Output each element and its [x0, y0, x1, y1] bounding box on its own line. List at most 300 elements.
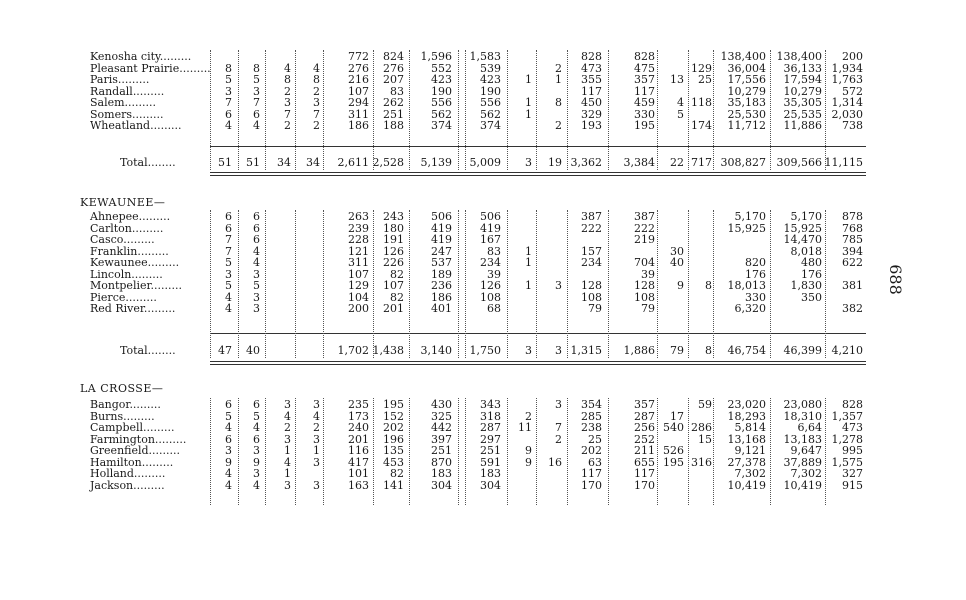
table-cell: 186 — [348, 119, 369, 132]
table-cell: 128 — [581, 279, 602, 292]
table-cell: 4 — [284, 455, 291, 469]
table-cell: 4 — [313, 409, 320, 423]
table-cell: 6 — [225, 221, 232, 235]
row-label: Montpelier......... — [90, 279, 183, 292]
table-cell: 170 — [634, 478, 655, 492]
table-cell: 196 — [383, 432, 404, 446]
table-cell: 10,279 — [783, 84, 822, 98]
column-divider — [536, 398, 537, 505]
table-cell: 117 — [581, 84, 602, 98]
table-cell: 308,827 — [720, 156, 766, 169]
column-divider — [210, 210, 211, 358]
table-cell: 1 — [284, 444, 291, 457]
table-cell: 562 — [480, 107, 501, 121]
column-divider — [210, 398, 211, 505]
column-divider — [825, 398, 826, 505]
table-cell: 8 — [313, 73, 320, 86]
table-cell: 256 — [634, 421, 655, 434]
table-cell: 173 — [348, 409, 369, 423]
table-cell: 10,279 — [727, 84, 766, 98]
table-cell: 480 — [801, 256, 822, 269]
table-cell: 1,583 — [469, 50, 501, 63]
table-cell: 207 — [383, 73, 404, 86]
table-cell: 39 — [487, 267, 501, 281]
table-cell: 121 — [348, 244, 369, 258]
column-divider — [770, 50, 771, 170]
table-cell: 11,886 — [783, 119, 822, 132]
column-divider — [536, 50, 537, 170]
table-cell: 79 — [588, 302, 602, 315]
row-label: Franklin......... — [90, 244, 169, 258]
row-label: Holland......... — [90, 467, 166, 480]
table-cell: 251 — [431, 444, 452, 457]
row-label: Kenosha city......... — [90, 50, 192, 63]
column-divider — [688, 210, 689, 358]
column-divider — [465, 210, 466, 358]
table-row — [0, 119, 966, 132]
table-cell: 13,168 — [727, 432, 766, 446]
table-cell: 4 — [225, 302, 232, 315]
table-cell: 768 — [842, 221, 863, 235]
table-cell: 141 — [383, 478, 404, 492]
table-cell: 13,183 — [783, 432, 822, 446]
table-cell: 174 — [691, 119, 712, 132]
table-cell: 9 — [525, 455, 532, 469]
table-cell: 506 — [480, 210, 501, 223]
column-divider — [770, 210, 771, 358]
table-cell: 5 — [225, 279, 232, 292]
table-cell: 1,750 — [469, 344, 501, 357]
row-label: Salem......... — [90, 96, 157, 109]
table-cell: 157 — [581, 244, 602, 258]
table-cell: 450 — [581, 96, 602, 109]
table-cell: 1 — [525, 256, 532, 269]
table-cell: 3 — [225, 84, 232, 98]
row-label: Campbell......... — [90, 421, 175, 434]
table-cell: 430 — [431, 398, 452, 411]
table-cell: 738 — [842, 119, 863, 132]
table-cell: 6 — [253, 221, 260, 235]
table-cell: 540 — [663, 421, 684, 434]
table-cell: 135 — [383, 444, 404, 457]
table-cell: 138,400 — [776, 50, 822, 63]
section-heading-text: KEWAUNEE— — [80, 196, 166, 209]
table-cell: 9,647 — [790, 444, 822, 457]
table-cell: 8 — [555, 96, 562, 109]
column-divider — [295, 210, 296, 358]
table-cell: 537 — [431, 256, 452, 269]
table-cell: 3 — [555, 279, 562, 292]
table-cell: 318 — [480, 409, 501, 423]
table-cell: 4 — [253, 119, 260, 132]
table-cell: 228 — [348, 233, 369, 246]
table-cell: 330 — [634, 107, 655, 121]
column-divider — [265, 210, 266, 358]
table-cell: 382 — [842, 302, 863, 315]
table-cell: 108 — [480, 290, 501, 304]
table-cell: 183 — [480, 467, 501, 480]
table-cell: 1,357 — [831, 409, 863, 423]
column-divider — [238, 50, 239, 170]
table-cell: 374 — [431, 119, 452, 132]
table-cell: 417 — [348, 455, 369, 469]
table-cell: 4 — [225, 119, 232, 132]
table-cell: 117 — [581, 467, 602, 480]
table-cell: 6 — [253, 432, 260, 446]
table-cell: 195 — [634, 119, 655, 132]
table-cell: 562 — [431, 107, 452, 121]
row-label: Burns......... — [90, 409, 155, 423]
table-cell: 129 — [348, 279, 369, 292]
row-label: Bangor......... — [90, 398, 161, 411]
table-cell: 1,886 — [623, 344, 655, 357]
table-cell: 2,528 — [372, 156, 404, 169]
table-cell: 83 — [487, 244, 501, 258]
table-cell: 556 — [431, 96, 452, 109]
row-label: Greenfield......... — [90, 444, 181, 457]
table-cell: 2 — [313, 84, 320, 98]
table-cell: 82 — [390, 290, 404, 304]
table-cell: 5,009 — [469, 156, 501, 169]
table-cell: 397 — [431, 432, 452, 446]
table-cell: 1 — [525, 107, 532, 121]
column-divider — [507, 50, 508, 170]
table-cell: 3 — [253, 267, 260, 281]
table-cell: 190 — [480, 84, 501, 98]
section-heading-text: LA CROSSE— — [80, 382, 164, 395]
column-divider — [265, 398, 266, 505]
rule-line — [210, 146, 866, 147]
table-cell: 423 — [431, 73, 452, 86]
table-cell: 381 — [842, 279, 863, 292]
table-cell: 240 — [348, 421, 369, 434]
table-cell: 7 — [253, 96, 260, 109]
column-divider — [295, 398, 296, 505]
column-divider — [608, 210, 609, 358]
rule-line — [210, 172, 866, 176]
table-cell: 180 — [383, 221, 404, 235]
column-divider — [567, 210, 568, 358]
table-cell: 473 — [842, 421, 863, 434]
table-cell: 8 — [284, 73, 291, 86]
table-cell: 152 — [383, 409, 404, 423]
table-cell: 287 — [480, 421, 501, 434]
table-row — [0, 302, 966, 315]
table-cell: 3 — [284, 96, 291, 109]
column-divider — [265, 50, 266, 170]
column-divider — [608, 398, 609, 505]
table-cell: 276 — [383, 61, 404, 75]
column-divider — [507, 210, 508, 358]
table-cell: 176 — [745, 267, 766, 281]
row-label: Red River......... — [90, 302, 176, 315]
table-cell: 5 — [225, 73, 232, 86]
table-cell: 7 — [313, 107, 320, 121]
table-cell: 6 — [225, 432, 232, 446]
table-cell: 394 — [842, 244, 863, 258]
table-cell: 83 — [390, 84, 404, 98]
table-cell: 374 — [480, 119, 501, 132]
table-cell: 35,305 — [783, 96, 822, 109]
table-cell: 3 — [253, 444, 260, 457]
table-cell: 51 — [218, 156, 232, 169]
table-cell: 14,470 — [783, 233, 822, 246]
table-cell: 104 — [348, 290, 369, 304]
table-cell: 13 — [670, 73, 684, 86]
table-cell: 129 — [691, 61, 712, 75]
table-cell: 17 — [670, 409, 684, 423]
table-cell: 195 — [383, 398, 404, 411]
table-cell: 3 — [253, 84, 260, 98]
row-label: Casco......... — [90, 233, 155, 246]
table-cell: 108 — [581, 290, 602, 304]
table-cell: 118 — [691, 96, 712, 109]
table-cell: 870 — [431, 455, 452, 469]
table-cell: 108 — [634, 290, 655, 304]
table-cell: 239 — [348, 221, 369, 235]
table-cell: 316 — [691, 455, 712, 469]
table-cell: 3 — [284, 478, 291, 492]
table-cell: 304 — [431, 478, 452, 492]
table-cell: 222 — [581, 221, 602, 235]
table-cell: 3 — [313, 96, 320, 109]
table-cell: 453 — [383, 455, 404, 469]
table-cell: 357 — [634, 73, 655, 86]
table-cell: 357 — [634, 398, 655, 411]
table-cell: 193 — [581, 119, 602, 132]
column-divider — [825, 210, 826, 358]
table-cell: 325 — [431, 409, 452, 423]
table-cell: 591 — [480, 455, 501, 469]
table-cell: 7,302 — [734, 467, 766, 480]
row-label: Somers......... — [90, 107, 164, 121]
table-cell: 200 — [842, 50, 863, 63]
table-cell: 17,594 — [783, 73, 822, 86]
table-cell: 539 — [480, 61, 501, 75]
rule-line — [210, 333, 866, 334]
table-cell: 27,378 — [727, 455, 766, 469]
table-cell: 3 — [313, 478, 320, 492]
column-divider — [409, 50, 410, 170]
table-cell: 7 — [225, 244, 232, 258]
table-cell: 251 — [383, 107, 404, 121]
table-row — [0, 479, 966, 492]
row-label: Carlton......... — [90, 221, 164, 235]
table-cell: 222 — [634, 221, 655, 235]
table-cell: 1,830 — [790, 279, 822, 292]
table-cell: 23,020 — [727, 398, 766, 411]
row-label: Hamilton......... — [90, 455, 174, 469]
table-cell: 202 — [383, 421, 404, 434]
column-divider — [713, 398, 714, 505]
table-cell: 6 — [225, 107, 232, 121]
table-cell: 7 — [284, 107, 291, 121]
table-cell: 1 — [525, 96, 532, 109]
table-cell: 117 — [634, 84, 655, 98]
table-cell: 294 — [348, 96, 369, 109]
table-cell: 101 — [348, 467, 369, 480]
table-cell: 238 — [581, 421, 602, 434]
row-label: Wheatland......... — [90, 119, 182, 132]
table-cell: 22 — [670, 156, 684, 169]
table-cell: 4 — [225, 478, 232, 492]
table-cell: 3 — [313, 398, 320, 411]
table-cell: 5 — [253, 409, 260, 423]
table-cell: 7 — [225, 96, 232, 109]
page-number: 688 — [885, 264, 905, 295]
table-cell: 46,399 — [783, 344, 822, 357]
column-divider — [465, 50, 466, 170]
column-divider — [373, 50, 374, 170]
table-cell: 9,121 — [734, 444, 766, 457]
table-cell: 6 — [225, 398, 232, 411]
table-cell: 11,712 — [727, 119, 766, 132]
table-cell: 262 — [383, 96, 404, 109]
table-cell: 915 — [842, 478, 863, 492]
table-cell: 459 — [634, 96, 655, 109]
table-cell: 4 — [677, 96, 684, 109]
table-cell: 5,170 — [790, 210, 822, 223]
table-cell: 772 — [348, 50, 369, 63]
table-cell: 1 — [525, 279, 532, 292]
table-cell: 2 — [284, 421, 291, 434]
table-cell: 2,611 — [337, 156, 369, 169]
table-cell: 4 — [225, 467, 232, 480]
table-cell: 4 — [313, 61, 320, 75]
row-label: Pleasant Prairie......... — [90, 61, 211, 75]
table-cell: 183 — [431, 467, 452, 480]
table-cell: 234 — [581, 256, 602, 269]
column-divider — [295, 50, 296, 170]
table-cell: 4 — [253, 256, 260, 269]
column-divider — [323, 398, 324, 505]
row-label: Randall......... — [90, 84, 165, 98]
table-cell: 3 — [284, 432, 291, 446]
table-cell: 107 — [348, 267, 369, 281]
column-divider — [567, 398, 568, 505]
table-cell: 46,754 — [727, 344, 766, 357]
table-cell: 263 — [348, 210, 369, 223]
table-cell: 5 — [253, 73, 260, 86]
table-cell: 128 — [634, 279, 655, 292]
table-cell: 995 — [842, 444, 863, 457]
column-divider — [458, 210, 459, 358]
table-cell: 63 — [588, 455, 602, 469]
table-cell: 1,596 — [420, 50, 452, 63]
table-cell: 51 — [246, 156, 260, 169]
table-cell: 2,030 — [831, 107, 863, 121]
table-cell: 1,438 — [372, 344, 404, 357]
column-divider — [657, 50, 658, 170]
column-divider — [373, 398, 374, 505]
table-cell: 343 — [480, 398, 501, 411]
table-cell: 4 — [253, 244, 260, 258]
table-cell: 30 — [670, 244, 684, 258]
table-cell: 186 — [431, 290, 452, 304]
table-cell: 704 — [634, 256, 655, 269]
table-cell: 79 — [641, 302, 655, 315]
table-cell: 15,925 — [783, 221, 822, 235]
table-cell: 3,384 — [623, 156, 655, 169]
total-row — [0, 344, 966, 357]
table-cell: 3 — [313, 455, 320, 469]
table-cell: 18,293 — [727, 409, 766, 423]
table-cell: 226 — [383, 256, 404, 269]
column-divider — [323, 50, 324, 170]
table-cell: 211 — [634, 444, 655, 457]
column-divider — [409, 210, 410, 358]
table-cell: 25 — [588, 432, 602, 446]
table-cell: 526 — [663, 444, 684, 457]
table-cell: 1,702 — [337, 344, 369, 357]
table-cell: 40 — [670, 256, 684, 269]
column-divider — [465, 398, 466, 505]
table-cell: 5 — [253, 279, 260, 292]
table-cell: 82 — [390, 467, 404, 480]
table-cell: 820 — [745, 256, 766, 269]
table-cell: 1,314 — [831, 96, 863, 109]
table-cell: 35,183 — [727, 96, 766, 109]
row-label: Kewaunee......... — [90, 256, 180, 269]
table-cell: 1 — [313, 444, 320, 457]
table-cell: 329 — [581, 107, 602, 121]
table-cell: 4 — [253, 421, 260, 434]
column-divider — [373, 210, 374, 358]
table-cell: 6,320 — [734, 302, 766, 315]
table-cell: 167 — [480, 233, 501, 246]
table-cell: 3 — [525, 344, 532, 357]
table-cell: 126 — [383, 244, 404, 258]
table-cell: 304 — [480, 478, 501, 492]
table-cell: 34 — [306, 156, 320, 169]
table-cell: 8,018 — [790, 244, 822, 258]
table-cell: 622 — [842, 256, 863, 269]
table-cell: 287 — [634, 409, 655, 423]
table-cell: 235 — [348, 398, 369, 411]
table-cell: 18,310 — [783, 409, 822, 423]
column-divider — [608, 50, 609, 170]
table-cell: 2 — [284, 84, 291, 98]
table-cell: 25,535 — [783, 107, 822, 121]
table-cell: 252 — [634, 432, 655, 446]
table-cell: 1 — [525, 73, 532, 86]
table-cell: 79 — [670, 344, 684, 357]
table-cell: 387 — [634, 210, 655, 223]
table-cell: 107 — [348, 84, 369, 98]
table-cell: 4,210 — [831, 344, 863, 357]
table-cell: 330 — [745, 290, 766, 304]
table-cell: 276 — [348, 61, 369, 75]
table-cell: 1,315 — [570, 344, 602, 357]
table-cell: 286 — [691, 421, 712, 434]
table-cell: 2 — [313, 421, 320, 434]
table-cell: 419 — [431, 221, 452, 235]
table-cell: 4 — [225, 421, 232, 434]
table-cell: 189 — [431, 267, 452, 281]
row-label: Total........ — [120, 344, 176, 357]
table-cell: 176 — [801, 267, 822, 281]
table-cell: 36,004 — [727, 61, 766, 75]
table-cell: 190 — [431, 84, 452, 98]
table-cell: 5 — [677, 107, 684, 121]
table-cell: 3 — [284, 398, 291, 411]
table-cell: 3 — [525, 156, 532, 169]
column-divider — [323, 210, 324, 358]
table-cell: 828 — [634, 50, 655, 63]
table-cell: 219 — [634, 233, 655, 246]
table-cell: 25 — [698, 73, 712, 86]
table-cell: 6 — [253, 210, 260, 223]
